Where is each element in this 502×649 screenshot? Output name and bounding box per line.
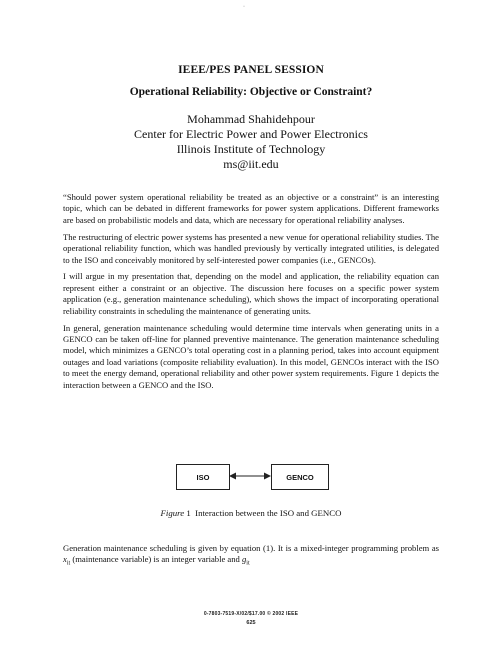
session-heading: IEEE/PES PANEL SESSION (178, 64, 324, 76)
author-email: ms@iit.edu (223, 157, 279, 171)
paragraph-5-middle: (maintenance variable) is an integer variable and (72, 554, 240, 565)
paragraph-2: The restructuring of electric power systems has presented a new venue for operational reliability studies. The operational reliability function, which was handled previously by vertically integrated utilities, is delegated to the ISO and conceivably monitored by self-interested power companies (i.e., GENCOs). (63, 231, 439, 265)
author-name: Mohammad Shahidehpour (187, 112, 315, 126)
var-g-sub: it (246, 561, 250, 568)
figure-diagram (176, 464, 326, 490)
paragraph-5 (63, 543, 439, 571)
caption-text: Interaction between the ISO and GENCO (195, 508, 342, 518)
author-affiliation: Center for Electric Power and Power Electronics (134, 127, 368, 141)
var-x-sub: it (66, 561, 71, 568)
author-block (0, 112, 502, 172)
paper-title: Operational Reliability: Objective or Constraint? (129, 86, 373, 98)
scan-mark: · (243, 4, 245, 10)
body-text-continued (63, 543, 439, 576)
var-g: g (241, 554, 247, 565)
iso-box: ISO (176, 464, 230, 490)
page-number: 625 (246, 620, 256, 626)
body-text (63, 192, 439, 397)
author-institution: Illinois Institute of Technology (176, 142, 326, 156)
paragraph-5-start: Generation maintenance scheduling is given by equation (1). It is a mixed-integer programming problem as (63, 543, 439, 553)
paragraph-3: I will argue in my presentation that, depending on the model and application, the reliability equation can represent either a constraint or an objective. The discussion here focuses on a specific power system application (e.g., generation maintenance scheduling), which shows the impact of incorporating operational reliability constraints in scheduling the maintenance of generating units. (63, 271, 439, 316)
var-x: x (63, 554, 67, 565)
bidirectional-arrow-icon (229, 470, 271, 482)
caption-label: Figure (160, 508, 185, 518)
copyright-line: 0-7803-7519-X/02/$17.00 © 2002 IEEE (203, 611, 299, 617)
caption-number: 1 (186, 508, 191, 518)
paragraph-1: “Should power system operational reliability be treated as an objective or a constraint” is an interesting topic, which can be debated in different frameworks for power system applications. Different frameworks are based on probabilistic models and data, which are necessary for operational reliability analyses. (63, 192, 439, 225)
genco-box: GENCO (271, 464, 329, 490)
paragraph-4: In general, generation maintenance scheduling would determine time intervals when generating units in a GENCO can be taken off-line for planned preventive maintenance. The generation maintenance scheduling model, which minimizes a GENCO’s total operating cost in a planning period, takes into account equipment outages and load variations (composite reliability evaluation). In this model, GENCOs interact with the ISO to meet the energy demand, operational reliability and other power system requirements. Figure 1 depicts the interaction between a GENCO and the ISO. (63, 322, 439, 390)
figure-caption (0, 508, 502, 518)
